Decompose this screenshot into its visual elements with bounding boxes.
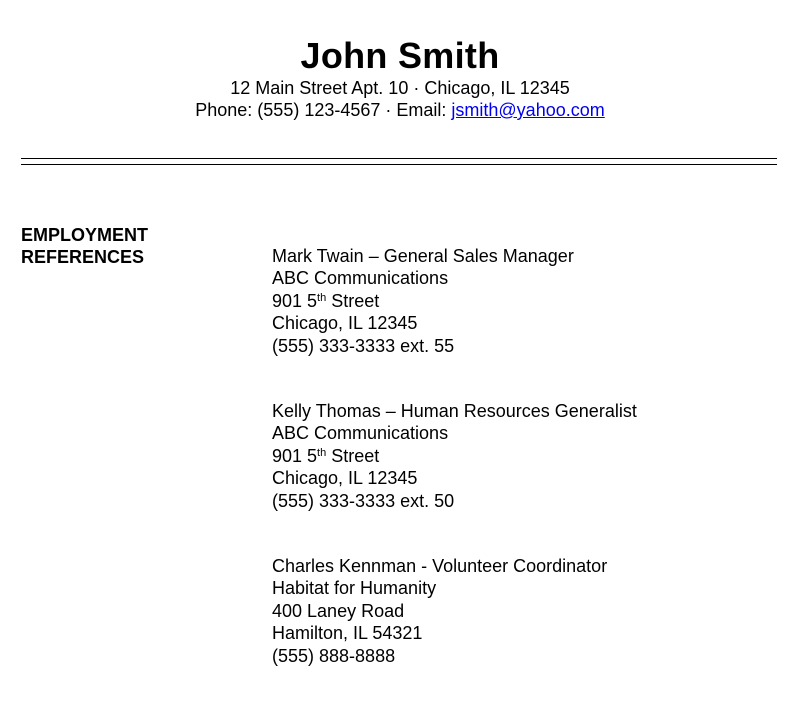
- street-ordinal: th: [317, 291, 327, 304]
- phone-email-line: [0, 99, 800, 121]
- reference-company: ABC Communications: [272, 268, 449, 289]
- reference-street: [272, 290, 637, 312]
- reference-name-title: Charles Kennman - Volunteer Coordinator: [272, 556, 608, 577]
- resume-header: [0, 36, 800, 121]
- street-suffix: Street: [326, 290, 380, 311]
- phone-label: Phone: (555) 123-4567 · Email:: [195, 100, 452, 120]
- header-divider-bottom: [21, 164, 777, 165]
- reference-company: Habitat for Humanity: [272, 578, 437, 599]
- reference-city: Hamilton, IL 54321: [272, 623, 423, 644]
- reference-phone: (555) 333-3333 ext. 55: [272, 335, 455, 356]
- applicant-name: John Smith: [300, 35, 500, 76]
- section-title: [21, 224, 148, 268]
- street-ordinal: th: [317, 446, 327, 459]
- reference-entry: [272, 245, 637, 357]
- section-title-line2: REFERENCES: [21, 247, 145, 267]
- reference-name-title: Kelly Thomas – Human Resources Generalist: [272, 401, 637, 422]
- reference-street: [272, 445, 637, 467]
- street-number: 901 5: [272, 445, 318, 466]
- reference-city: Chicago, IL 12345: [272, 468, 418, 489]
- reference-company: ABC Communications: [272, 423, 449, 444]
- reference-city: Chicago, IL 12345: [272, 313, 418, 334]
- reference-name-title: Mark Twain – General Sales Manager: [272, 246, 574, 266]
- address-line: 12 Main Street Apt. 10 · Chicago, IL 12345: [230, 78, 570, 98]
- street-number: 901 5: [272, 290, 318, 311]
- reference-phone: (555) 333-3333 ext. 50: [272, 490, 455, 511]
- street-suffix: Street: [326, 445, 380, 466]
- reference-entry: [272, 555, 637, 667]
- section-title-line1: EMPLOYMENT: [21, 225, 149, 245]
- header-divider-top: [21, 158, 777, 159]
- references-list: [272, 245, 637, 667]
- reference-phone: (555) 888-8888: [272, 645, 396, 666]
- email-link[interactable]: jsmith@yahoo.com: [451, 100, 605, 120]
- reference-street: 400 Laney Road: [272, 600, 405, 621]
- reference-entry: [272, 400, 637, 512]
